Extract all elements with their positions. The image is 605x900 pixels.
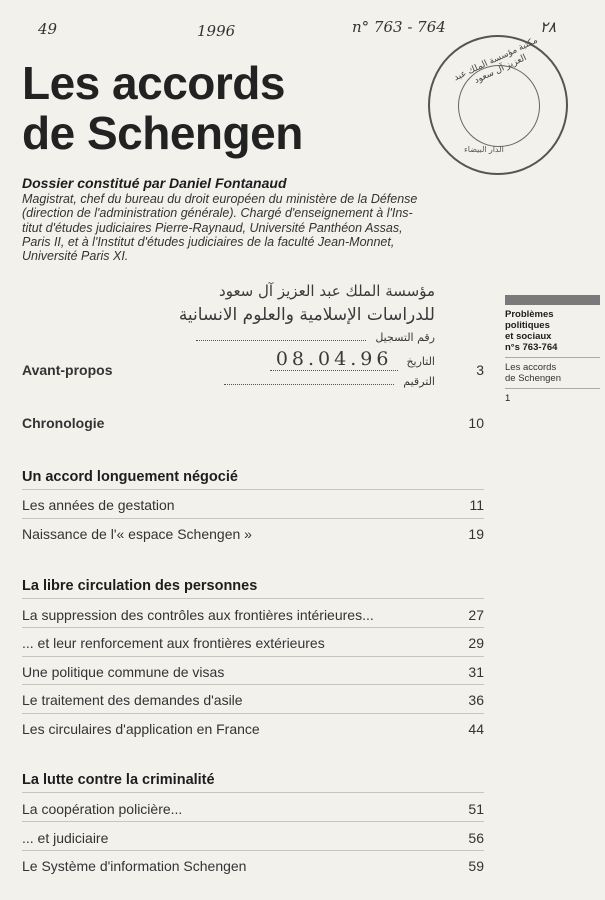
- divider: [22, 850, 484, 851]
- handwritten-number: 49: [38, 20, 58, 38]
- toc-entry: [22, 664, 484, 680]
- toc-entry: [22, 635, 484, 651]
- handwritten-year: 1996: [197, 22, 236, 40]
- section-heading: La libre circulation des personnes: [22, 578, 258, 594]
- divider: [22, 598, 484, 599]
- series-title-line: Problèmes: [505, 309, 554, 320]
- classification-label: الترقيم: [403, 375, 435, 388]
- toc-page: 29: [468, 635, 484, 651]
- page-title: [22, 58, 303, 158]
- registration-label: رقم التسجيل: [375, 331, 435, 344]
- stamp-ring-text: مكتبة مؤسسة الملك عبد العزيز آل سعود: [452, 34, 539, 86]
- stamp-bottom-text: الدار البيضاء: [464, 145, 504, 154]
- divider: [22, 656, 484, 657]
- section-heading: Un accord longuement négocié: [22, 469, 238, 485]
- toc-label: ... et leur renforcement aux frontières extérieures: [22, 635, 325, 651]
- toc-label: Les circulaires d'application en France: [22, 721, 260, 737]
- sidebar-divider: [505, 388, 600, 389]
- toc-page: 44: [468, 721, 484, 737]
- series-number: n°s 763-764: [505, 342, 558, 353]
- toc-entry: [22, 607, 484, 623]
- toc-page: 3: [476, 362, 484, 378]
- dossier-heading: Dossier constitué par Daniel Fontanaud: [22, 175, 287, 191]
- toc-label: ... et judiciaire: [22, 830, 109, 846]
- toc-page: 36: [468, 692, 484, 708]
- divider: [22, 518, 484, 519]
- toc-entry: [22, 526, 484, 542]
- dossier-line: Magistrat, chef du bureau du droit européen du ministère de la Défense: [22, 192, 418, 206]
- toc-entry: [22, 692, 484, 708]
- handwritten-reference: n° 763 - 764: [352, 18, 446, 36]
- toc-label: Naissance de l'« espace Schengen »: [22, 526, 252, 542]
- dossier-description: [22, 192, 484, 263]
- toc-page: 31: [468, 664, 484, 680]
- library-stamp: [428, 35, 568, 175]
- institution-name: مؤسسة الملك عبد العزيز آل سعود: [219, 282, 435, 300]
- toc-label: Chronologie: [22, 415, 105, 431]
- series-title: [505, 309, 600, 353]
- sidebar-subtitle: [505, 362, 600, 384]
- dossier-line: Université Paris XI.: [22, 249, 129, 264]
- registration-line: [196, 340, 366, 341]
- registration-date: 08.04.96: [270, 348, 399, 371]
- stamp-emblem: [458, 65, 540, 147]
- toc-page: 27: [468, 607, 484, 623]
- divider: [22, 489, 484, 490]
- toc-label: Une politique commune de visas: [22, 664, 225, 680]
- page-number: 1: [505, 393, 511, 404]
- title-line-1: Les accords: [22, 57, 285, 109]
- divider: [22, 821, 484, 822]
- toc-page: 51: [468, 801, 484, 817]
- section-heading: La lutte contre la criminalité: [22, 772, 215, 788]
- sidebar-subtitle-line: Les accords: [505, 362, 557, 373]
- toc-page: 11: [469, 497, 484, 513]
- handwritten-code: ٢٨: [540, 18, 557, 36]
- toc-entry: [22, 801, 484, 817]
- toc-page: 59: [468, 858, 484, 874]
- dossier-line: titut d'études judiciaires Pierre-Raynaud, Université Panthéon Assas,: [22, 220, 403, 235]
- toc-label: Le Système d'information Schengen: [22, 858, 247, 874]
- institution-subtitle: للدراسات الإسلامية والعلوم الانسانية: [178, 305, 435, 325]
- series-title-line: politiques: [505, 320, 550, 331]
- dossier-line: Paris II, et à l'Institut d'études judiciaires de la faculté Jean-Monnet,: [22, 234, 395, 249]
- dossier-line: (direction de l'administration générale). Chargé d'enseignement à l'Ins-: [22, 206, 413, 221]
- toc-label: La suppression des contrôles aux frontières intérieures...: [22, 607, 374, 623]
- toc-entry: [22, 858, 484, 874]
- divider: [22, 627, 484, 628]
- toc-label: La coopération policière...: [22, 801, 183, 817]
- toc-chronologie: [22, 415, 484, 431]
- divider: [22, 792, 484, 793]
- divider: [22, 713, 484, 714]
- sidebar-bar: [505, 295, 600, 305]
- toc-page: 19: [468, 526, 484, 542]
- toc-label: Le traitement des demandes d'asile: [22, 692, 243, 708]
- sidebar-subtitle-line: de Schengen: [505, 373, 561, 384]
- classification-line: [224, 384, 394, 385]
- title-line-2: de Schengen: [22, 107, 303, 159]
- toc-entry: [22, 830, 484, 846]
- toc-entry: [22, 497, 484, 513]
- series-title-line: et sociaux: [505, 331, 552, 342]
- toc-label: Les années de gestation: [22, 497, 175, 513]
- date-label: التاريخ: [406, 355, 435, 368]
- toc-page: 10: [468, 415, 484, 431]
- toc-page: 56: [468, 830, 484, 846]
- sidebar-divider: [505, 357, 600, 358]
- toc-entry: [22, 721, 484, 737]
- toc-label: Avant-propos: [22, 362, 113, 378]
- series-sidebar: [505, 295, 600, 404]
- toc-avant-propos: [22, 362, 484, 378]
- divider: [22, 684, 484, 685]
